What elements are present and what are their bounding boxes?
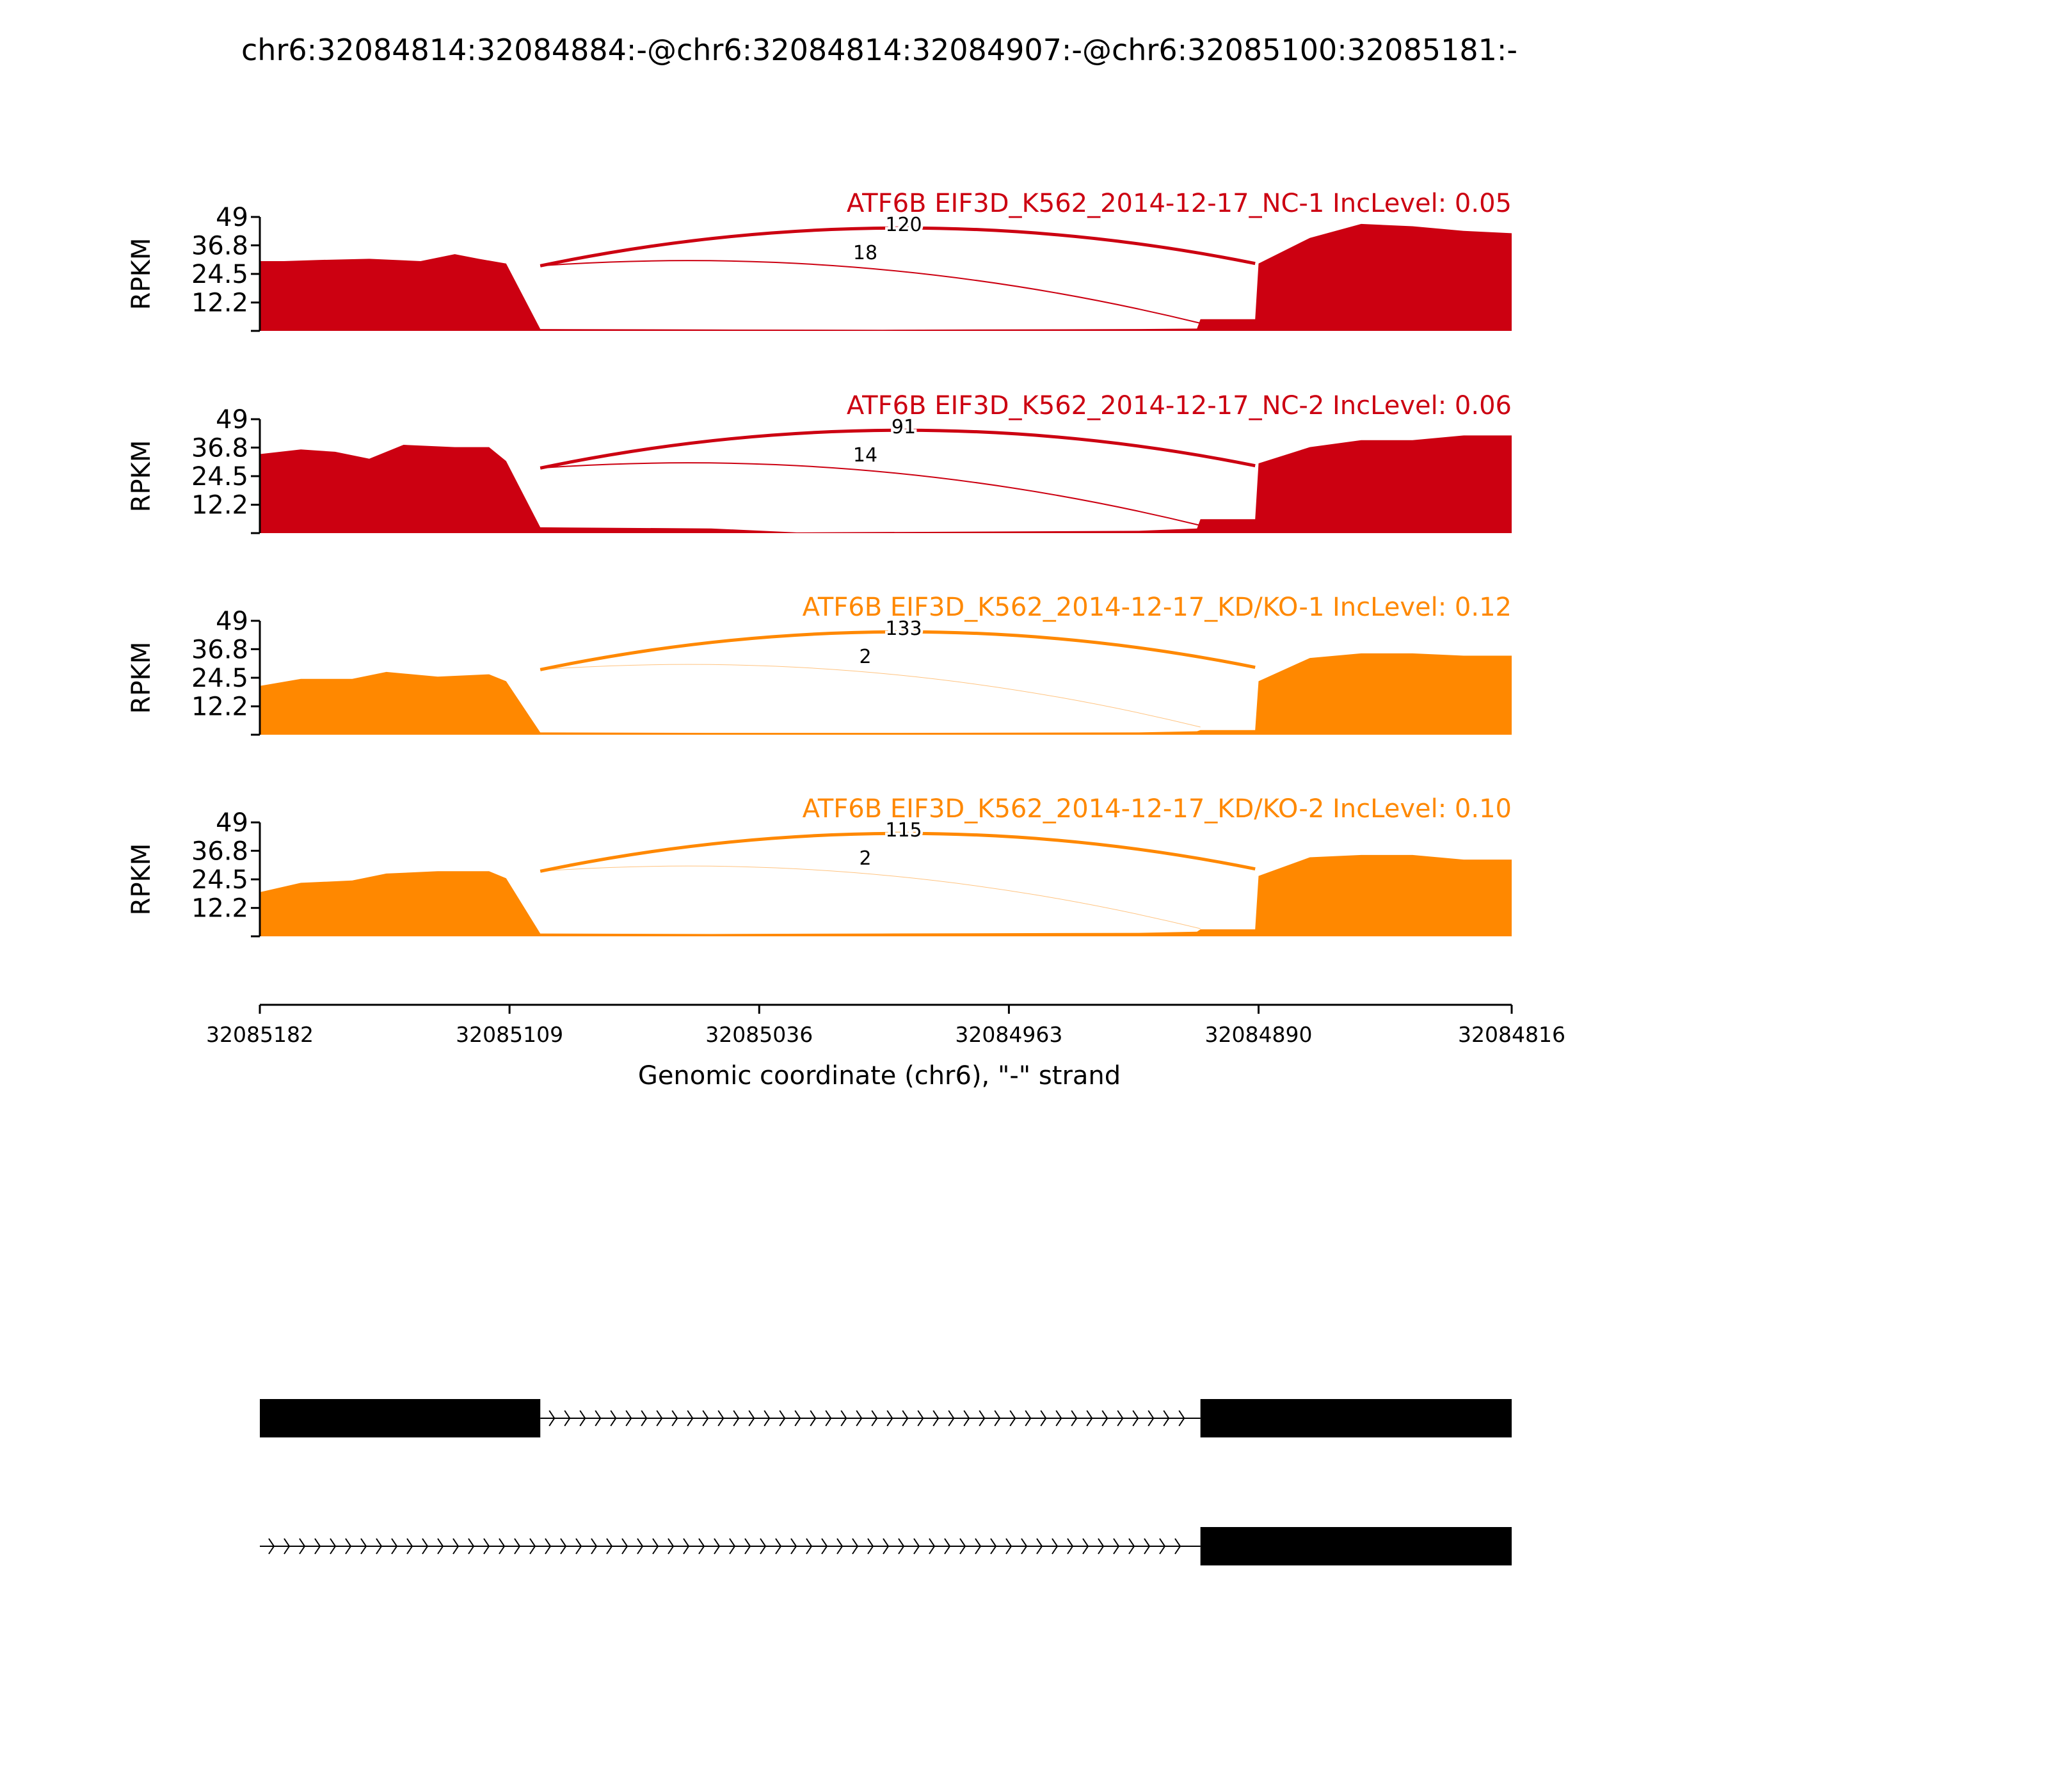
y-tick-label: 49 [216, 405, 248, 435]
junction-count-label: 133 [885, 618, 922, 640]
y-tick-label: 24.5 [191, 865, 248, 895]
junction-count-label: 91 [891, 416, 916, 438]
junction-count-label: 14 [852, 444, 878, 467]
junction-arc [540, 866, 1201, 929]
x-tick-label: 32084816 [1458, 1022, 1565, 1047]
coverage-panel-3 [127, 593, 1512, 735]
exon-block [260, 1399, 540, 1437]
y-tick-label: 49 [216, 607, 248, 636]
coverage-panel-2 [127, 391, 1512, 533]
junction-count-label: 18 [852, 242, 878, 264]
y-axis-label: RPKM [127, 440, 156, 513]
coverage-panel-1 [127, 189, 1512, 331]
exon-block [1201, 1527, 1512, 1565]
x-axis [206, 1005, 1565, 1047]
transcript-1 [260, 1399, 1512, 1437]
sample-label: ATF6B EIF3D_K562_2014-12-17_NC-2 IncLevel: 0.06 [846, 391, 1512, 420]
coverage-area [260, 435, 1512, 533]
coverage-area [260, 653, 1512, 735]
junction-arc [540, 260, 1201, 323]
junction-count-label: 2 [859, 847, 872, 870]
y-tick-label: 36.8 [191, 433, 248, 463]
x-tick-label: 32085036 [705, 1022, 813, 1047]
y-tick-label: 24.5 [191, 664, 248, 693]
x-axis-label: Genomic coordinate (chr6), "-" strand [637, 1061, 1121, 1091]
y-tick-label: 24.5 [191, 260, 248, 289]
y-tick-label: 12.2 [191, 692, 248, 722]
junction-count-label: 115 [885, 819, 922, 842]
y-axis-label: RPKM [127, 843, 156, 916]
y-tick-label: 49 [216, 203, 248, 232]
sample-label: ATF6B EIF3D_K562_2014-12-17_KD/KO-2 IncLevel: 0.10 [802, 794, 1512, 824]
y-tick-label: 49 [216, 808, 248, 838]
y-tick-label: 36.8 [191, 231, 248, 261]
exon-block [1201, 1399, 1512, 1437]
junction-count-label: 120 [885, 214, 922, 236]
sample-label: ATF6B EIF3D_K562_2014-12-17_KD/KO-1 IncLevel: 0.12 [802, 593, 1512, 622]
y-tick-label: 24.5 [191, 462, 248, 492]
coverage-panel-4 [127, 794, 1512, 936]
y-tick-label: 12.2 [191, 490, 248, 520]
x-tick-label: 32084890 [1204, 1022, 1313, 1047]
coverage-area [260, 224, 1512, 331]
y-axis-label: RPKM [127, 237, 156, 310]
sample-label: ATF6B EIF3D_K562_2014-12-17_NC-1 IncLevel: 0.05 [846, 189, 1512, 218]
coverage-panels [127, 189, 1512, 936]
x-tick-label: 32084963 [955, 1022, 1063, 1047]
y-axis-label: RPKM [127, 641, 156, 714]
coverage-area [260, 855, 1512, 936]
figure-title: chr6:32084814:32084884:-@chr6:32084814:32084907:-@chr6:32085100:32085181:- [241, 33, 1517, 67]
transcript-2 [260, 1527, 1512, 1565]
y-tick-label: 36.8 [191, 635, 248, 665]
junction-arc [540, 463, 1201, 525]
transcript-models [260, 1399, 1512, 1565]
y-tick-label: 12.2 [191, 893, 248, 924]
junction-arc [540, 664, 1201, 727]
x-tick-label: 32085182 [206, 1022, 314, 1047]
y-tick-label: 36.8 [191, 836, 248, 867]
x-tick-label: 32085109 [456, 1022, 564, 1047]
y-tick-label: 12.2 [191, 288, 248, 318]
junction-count-label: 2 [859, 646, 872, 668]
